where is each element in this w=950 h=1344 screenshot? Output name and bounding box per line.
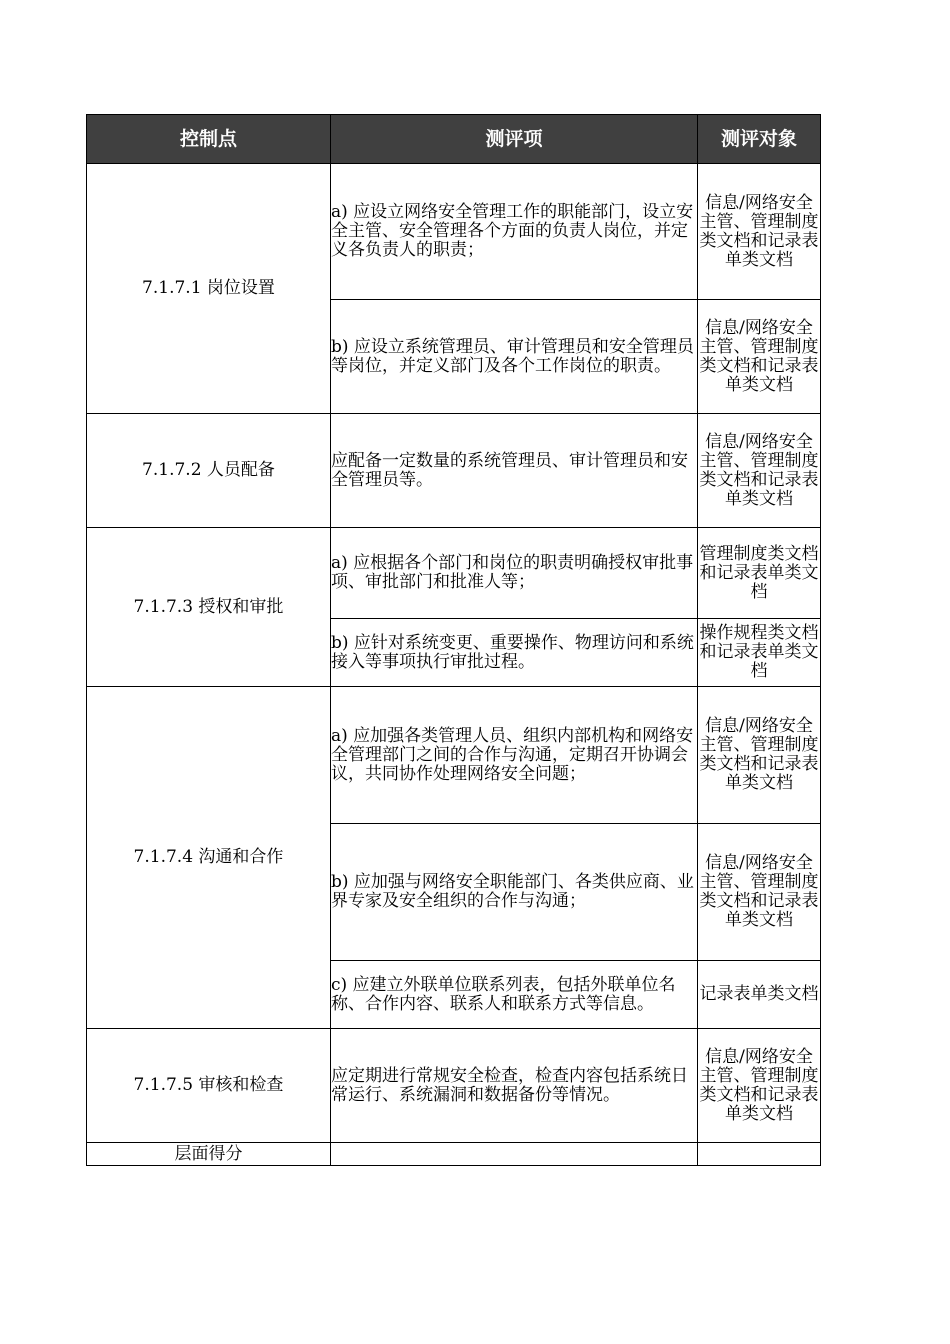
eval-item-cell: a) 应根据各个部门和岗位的职责明确授权审批事项、审批部门和批准人等； [331,528,698,619]
eval-target-cell: 信息/网络安全主管、管理制度类文档和记录表单类文档 [698,824,821,961]
table-row [87,687,821,824]
table-row [87,164,821,300]
header-row [87,115,821,164]
eval-target-cell: 信息/网络安全主管、管理制度类文档和记录表单类文档 [698,414,821,528]
control-point-cell: 7.1.7.5 审核和检查 [87,1029,331,1143]
header-eval-item: 测评项 [331,115,698,164]
control-point-cell: 7.1.7.1 岗位设置 [87,164,331,414]
table-row [87,1029,821,1143]
eval-target-cell: 操作规程类文档和记录表单类文档 [698,619,821,687]
control-point-cell: 7.1.7.2 人员配备 [87,414,331,528]
eval-target-cell: 信息/网络安全主管、管理制度类文档和记录表单类文档 [698,164,821,300]
eval-target-cell: 管理制度类文档和记录表单类文档 [698,528,821,619]
score-label: 层面得分 [87,1143,331,1166]
score-target-empty [698,1143,821,1166]
eval-item-cell: a) 应加强各类管理人员、组织内部机构和网络安全管理部门之间的合作与沟通，定期召开协调会议，共同协作处理网络安全问题； [331,687,698,824]
eval-target-cell: 信息/网络安全主管、管理制度类文档和记录表单类文档 [698,687,821,824]
eval-target-cell: 信息/网络安全主管、管理制度类文档和记录表单类文档 [698,300,821,414]
score-item-empty [331,1143,698,1166]
header-control-point: 控制点 [87,115,331,164]
evaluation-table [86,114,821,1166]
eval-item-cell: c) 应建立外联单位联系列表，包括外联单位名称、合作内容、联系人和联系方式等信息。 [331,961,698,1029]
eval-item-cell: 应配备一定数量的系统管理员、审计管理员和安全管理员等。 [331,414,698,528]
header-eval-target: 测评对象 [698,115,821,164]
table-row [87,528,821,619]
eval-item-cell: a) 应设立网络安全管理工作的职能部门，设立安全主管、安全管理各个方面的负责人岗位，并定义各负责人的职责； [331,164,698,300]
eval-item-cell: 应定期进行常规安全检查，检查内容包括系统日常运行、系统漏洞和数据备份等情况。 [331,1029,698,1143]
eval-target-cell: 记录表单类文档 [698,961,821,1029]
table-row [87,414,821,528]
eval-item-cell: b) 应设立系统管理员、审计管理员和安全管理员等岗位，并定义部门及各个工作岗位的职责。 [331,300,698,414]
eval-target-cell: 信息/网络安全主管、管理制度类文档和记录表单类文档 [698,1029,821,1143]
control-point-cell: 7.1.7.3 授权和审批 [87,528,331,687]
eval-item-cell: b) 应针对系统变更、重要操作、物理访问和系统接入等事项执行审批过程。 [331,619,698,687]
eval-item-cell: b) 应加强与网络安全职能部门、各类供应商、业界专家及安全组织的合作与沟通； [331,824,698,961]
control-point-cell: 7.1.7.4 沟通和合作 [87,687,331,1029]
score-row [87,1143,821,1166]
